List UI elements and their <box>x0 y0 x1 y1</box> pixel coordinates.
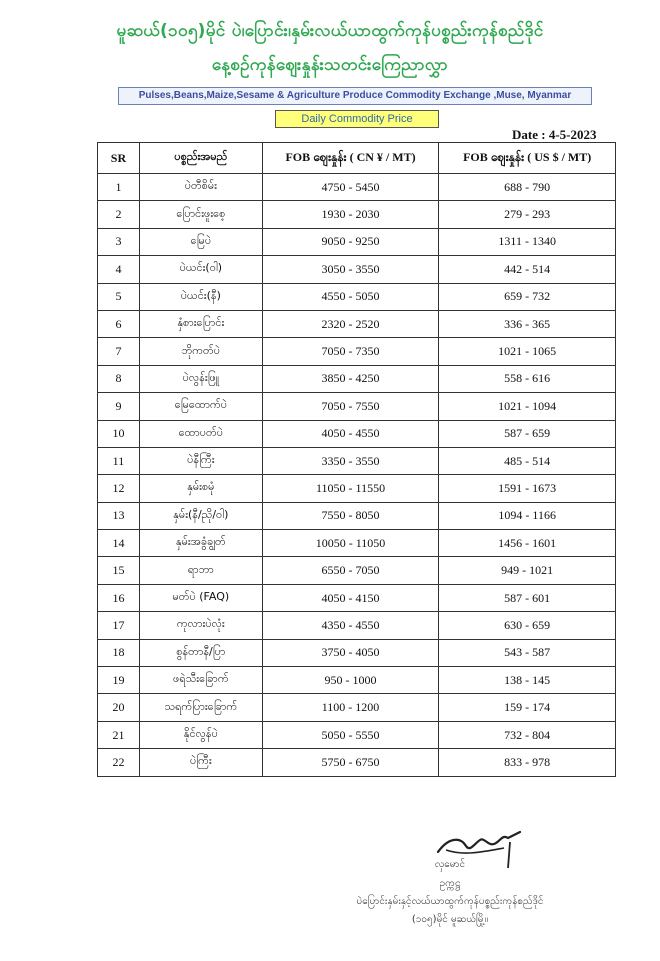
cell-fob-cny: 1100 - 1200 <box>262 694 439 721</box>
cell-name: ဖရဲသီးခြောက် <box>139 667 262 694</box>
cell-sr: 7 <box>98 338 140 365</box>
cell-sr: 2 <box>98 201 140 228</box>
cell-fob-usd: 1094 - 1166 <box>439 502 616 529</box>
cell-fob-cny: 11050 - 11550 <box>262 475 439 502</box>
cell-fob-cny: 3350 - 3550 <box>262 447 439 474</box>
cell-fob-cny: 5750 - 6750 <box>262 749 439 776</box>
cell-sr: 5 <box>98 283 140 310</box>
cell-fob-cny: 4050 - 4150 <box>262 584 439 611</box>
page-title-myanmar: မူဆယ်(၁၀၅)မိုင် ပဲ၊ပြောင်း၊နှမ်းလယ်ယာထွက်ကုန်ပစ္စည်းကုန်စည်ဒိုင် <box>116 21 544 41</box>
cell-sr: 19 <box>98 667 140 694</box>
table-row <box>98 393 616 420</box>
cell-sr: 8 <box>98 365 140 392</box>
cell-name: ပဲလွန်းဖြူ <box>139 365 262 392</box>
cell-fob-usd: 485 - 514 <box>439 447 616 474</box>
cell-name: စွန်တာနီ/ပြာ <box>139 639 262 666</box>
cell-name: ပဲနီကြီး <box>139 447 262 474</box>
cell-name: နိုင်လွန်ပဲ <box>139 721 262 748</box>
cell-fob-usd: 1456 - 1601 <box>439 530 616 557</box>
table-row <box>98 283 616 310</box>
signatory-title: ဥက္ကဋ္ဌ <box>439 878 461 889</box>
cell-name: ဘိုကတ်ပဲ <box>139 338 262 365</box>
table-row <box>98 694 616 721</box>
cell-fob-cny: 6550 - 7050 <box>262 557 439 584</box>
signatory-location: (၁၀၅)မိုင် မူဆယ်မြို့။ <box>411 914 489 925</box>
cell-fob-usd: 442 - 514 <box>439 256 616 283</box>
cell-fob-usd: 833 - 978 <box>439 749 616 776</box>
cell-fob-cny: 4350 - 4550 <box>262 612 439 639</box>
cell-sr: 18 <box>98 639 140 666</box>
cell-name: မြေပဲ <box>139 228 262 255</box>
cell-fob-cny: 950 - 1000 <box>262 667 439 694</box>
cell-sr: 4 <box>98 256 140 283</box>
table-row <box>98 420 616 447</box>
cell-fob-cny: 2320 - 2520 <box>262 310 439 337</box>
cell-name: ပဲယင်း(နီ) <box>139 283 262 310</box>
cell-name: မတ်ပဲ (FAQ) <box>139 584 262 611</box>
cell-fob-cny: 7050 - 7550 <box>262 393 439 420</box>
cell-fob-cny: 9050 - 9250 <box>262 228 439 255</box>
cell-fob-usd: 279 - 293 <box>439 201 616 228</box>
cell-fob-cny: 1930 - 2030 <box>262 201 439 228</box>
cell-fob-cny: 3850 - 4250 <box>262 365 439 392</box>
header-fob-usd: FOB ဈေးနှုန်း ( US $ / MT) <box>439 143 616 174</box>
english-title-banner: Pulses,Beans,Maize,Sesame & Agriculture Produce Commodity Exchange ,Muse, Myanmar <box>118 87 592 105</box>
table-row <box>98 639 616 666</box>
cell-fob-usd: 587 - 659 <box>439 420 616 447</box>
cell-name: ပဲတီစိမ်း <box>139 174 262 201</box>
date-label: Date : 4-5-2023 <box>512 127 597 142</box>
cell-sr: 20 <box>98 694 140 721</box>
cell-fob-usd: 949 - 1021 <box>439 557 616 584</box>
cell-fob-usd: 336 - 365 <box>439 310 616 337</box>
cell-fob-usd: 558 - 616 <box>439 365 616 392</box>
table-row <box>98 310 616 337</box>
table-row <box>98 475 616 502</box>
cell-fob-usd: 688 - 790 <box>439 174 616 201</box>
table-row <box>98 721 616 748</box>
cell-fob-usd: 1311 - 1340 <box>439 228 616 255</box>
cell-name: ကုလားပဲလုံး <box>139 612 262 639</box>
signatory-name: လှမောင် <box>434 859 466 870</box>
cell-name: နှံစားပြောင်း <box>139 310 262 337</box>
price-table-body <box>98 174 616 777</box>
cell-fob-cny: 5050 - 5550 <box>262 721 439 748</box>
cell-sr: 3 <box>98 228 140 255</box>
header-name: ပစ္စည်းအမည် <box>139 143 262 174</box>
cell-fob-usd: 587 - 601 <box>439 584 616 611</box>
cell-fob-usd: 1591 - 1673 <box>439 475 616 502</box>
cell-name: နှမ်း(နီ/ညို/ဝါ) <box>139 502 262 529</box>
cell-sr: 14 <box>98 530 140 557</box>
cell-fob-usd: 630 - 659 <box>439 612 616 639</box>
cell-sr: 16 <box>98 584 140 611</box>
cell-fob-cny: 7550 - 8050 <box>262 502 439 529</box>
cell-sr: 17 <box>98 612 140 639</box>
cell-fob-usd: 1021 - 1065 <box>439 338 616 365</box>
cell-fob-cny: 4550 - 5050 <box>262 283 439 310</box>
cell-sr: 11 <box>98 447 140 474</box>
table-row <box>98 530 616 557</box>
cell-name: ထောပတ်ပဲ <box>139 420 262 447</box>
cell-sr: 9 <box>98 393 140 420</box>
cell-name: နှမ်းစမုံ <box>139 475 262 502</box>
cell-name: ပဲကြီး <box>139 749 262 776</box>
table-row <box>98 338 616 365</box>
header-sr: SR <box>98 143 140 174</box>
price-table <box>97 142 616 777</box>
table-header-row <box>98 143 616 174</box>
cell-fob-cny: 3750 - 4050 <box>262 639 439 666</box>
table-row <box>98 447 616 474</box>
cell-name: မြေထောက်ပဲ <box>139 393 262 420</box>
cell-fob-usd: 1021 - 1094 <box>439 393 616 420</box>
cell-name: နှမ်းအခွံချွတ် <box>139 530 262 557</box>
table-row <box>98 612 616 639</box>
cell-fob-cny: 10050 - 11050 <box>262 530 439 557</box>
signatory-organization: ပဲပြောင်းနှမ်းနှင့်လယ်ယာထွက်ကုန်ပစ္စည်းကုန်စည်ဒိုင် <box>356 896 544 907</box>
cell-name: သရက်ပြားခြောက် <box>139 694 262 721</box>
table-row <box>98 749 616 776</box>
table-row <box>98 502 616 529</box>
cell-fob-usd: 659 - 732 <box>439 283 616 310</box>
cell-fob-cny: 4050 - 4550 <box>262 420 439 447</box>
cell-fob-cny: 4750 - 5450 <box>262 174 439 201</box>
cell-fob-cny: 3050 - 3550 <box>262 256 439 283</box>
cell-sr: 12 <box>98 475 140 502</box>
cell-fob-usd: 732 - 804 <box>439 721 616 748</box>
cell-sr: 6 <box>98 310 140 337</box>
cell-sr: 10 <box>98 420 140 447</box>
daily-commodity-price-label: Daily Commodity Price <box>275 110 439 128</box>
cell-fob-usd: 138 - 145 <box>439 667 616 694</box>
cell-name: ပဲယင်း(ဝါ) <box>139 256 262 283</box>
table-row <box>98 256 616 283</box>
cell-name: ရာဘာ <box>139 557 262 584</box>
cell-sr: 1 <box>98 174 140 201</box>
table-row <box>98 365 616 392</box>
cell-fob-usd: 159 - 174 <box>439 694 616 721</box>
table-row <box>98 584 616 611</box>
table-row <box>98 557 616 584</box>
cell-fob-usd: 543 - 587 <box>439 639 616 666</box>
table-row <box>98 667 616 694</box>
cell-name: ပြောင်းဖူးစေ့ <box>139 201 262 228</box>
table-row <box>98 201 616 228</box>
cell-sr: 22 <box>98 749 140 776</box>
table-row <box>98 174 616 201</box>
cell-fob-cny: 7050 - 7350 <box>262 338 439 365</box>
header-fob-cny: FOB ဈေးနှုန်း ( CN ¥ / MT) <box>262 143 439 174</box>
cell-sr: 21 <box>98 721 140 748</box>
table-row <box>98 228 616 255</box>
page-subtitle-myanmar: နေ့စဉ်ကုန်ဈေးနှုန်းသတင်းကြေညာလွှာ <box>211 55 449 75</box>
cell-sr: 15 <box>98 557 140 584</box>
cell-sr: 13 <box>98 502 140 529</box>
